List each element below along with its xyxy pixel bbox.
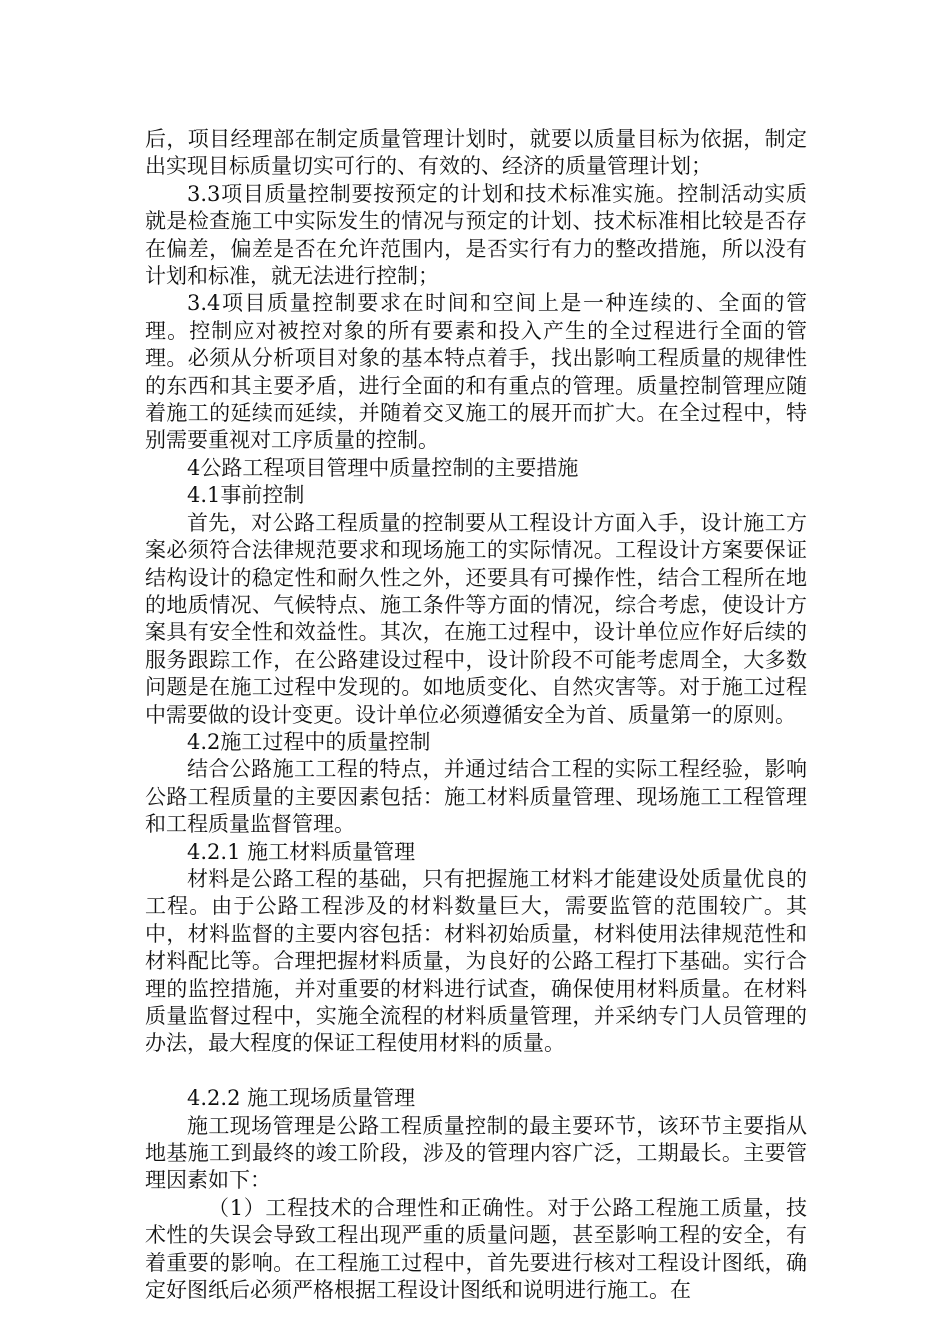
section-heading-4-2: 4.2施工过程中的质量控制 bbox=[187, 729, 431, 754]
blank-line bbox=[145, 1058, 807, 1085]
paragraph-continuation: 后，项目经理部在制定质量管理计划时，就要以质量目标为依据，制定出实现目标质量切实可行的、有效的、经济的质量管理计划； bbox=[145, 127, 807, 179]
document-page bbox=[145, 126, 807, 1304]
paragraph-3-3: 3.3项目质量控制要按预定的计划和技术标准实施。控制活动实质就是检查施工中实际发生的情况与预定的计划、技术标准相比较是否存在偏差，偏差是否在允许范围内，是否实行有力的整改措施，所以没有计划和标准，就无法进行控制； bbox=[145, 181, 807, 289]
paragraph-3-4: 3.4项目质量控制要求在时间和空间上是一种连续的、全面的管理。控制应对被控对象的所有要素和投入产生的全过程进行全面的管理。必须从分析项目对象的基本特点着手，找出影响工程质量的规律性的东西和其主要矛盾，进行全面的和有重点的管理。质量控制管理应随着施工的延续而延续，并随着交叉施工的展开而扩大。在全过程中，特别需要重视对工序质量的控制。 bbox=[145, 291, 807, 453]
paragraph-4-2-1-body: 材料是公路工程的基础，只有把握施工材料才能建设处质量优良的工程。由于公路工程涉及的材料数量巨大，需要监管的范围较广。其中，材料监督的主要内容包括：材料初始质量，材料使用法律规范性和材料配比等。合理把握材料质量，为良好的公路工程打下基础。实行合理的监控措施，并对重要的材料进行试查，确保使用材料质量。在材料质量监督过程中，实施全流程的材料质量管理，并采纳专门人员管理的办法，最大程度的保证工程使用材料的质量。 bbox=[145, 866, 807, 1056]
section-heading-4-1: 4.1事前控制 bbox=[187, 483, 305, 508]
list-item-1: （1）工程技术的合理性和正确性。对于公路工程施工质量，技术性的失误会导致工程出现严重的质量问题，甚至影响工程的安全，有着重要的影响。在工程施工过程中，首先要进行核对工程设计图纸，确定好图纸后必须严格根据工程设计图纸和说明进行施工。在 bbox=[145, 1195, 807, 1303]
paragraph-4-2-2-body: 施工现场管理是公路工程质量控制的最主要环节，该环节主要指从地基施工到最终的竣工阶段，涉及的管理内容广泛，工期最长。主要管理因素如下： bbox=[145, 1113, 807, 1193]
section-heading-4-2-2: 4.2.2 施工现场质量管理 bbox=[187, 1086, 416, 1111]
paragraph-4-2-body: 结合公路施工工程的特点，并通过结合工程的实际工程经验，影响公路工程质量的主要因素包括：施工材料质量管理、现场施工工程管理和工程质量监督管理。 bbox=[145, 757, 807, 837]
section-heading-4: 4公路工程项目管理中质量控制的主要措施 bbox=[187, 455, 579, 480]
paragraph-4-1-body: 首先，对公路工程质量的控制要从工程设计方面入手，设计施工方案必须符合法律规范要求和现场施工的实际情况。工程设计方案要保证结构设计的稳定性和耐久性之外，还要具有可操作性，结合工程所在地的地质情况、气候特点、施工条件等方面的情况，综合考虑，使设计方案具有安全性和效益性。其次，在施工过程中，设计单位应作好后续的服务跟踪工作，在公路建设过程中，设计阶段不可能考虑周全，大多数问题是在施工过程中发现的。如地质变化、自然灾害等。对于施工过程中需要做的设计变更。设计单位必须遵循安全为首、质量第一的原则。 bbox=[145, 510, 807, 727]
section-heading-4-2-1: 4.2.1 施工材料质量管理 bbox=[187, 839, 416, 864]
